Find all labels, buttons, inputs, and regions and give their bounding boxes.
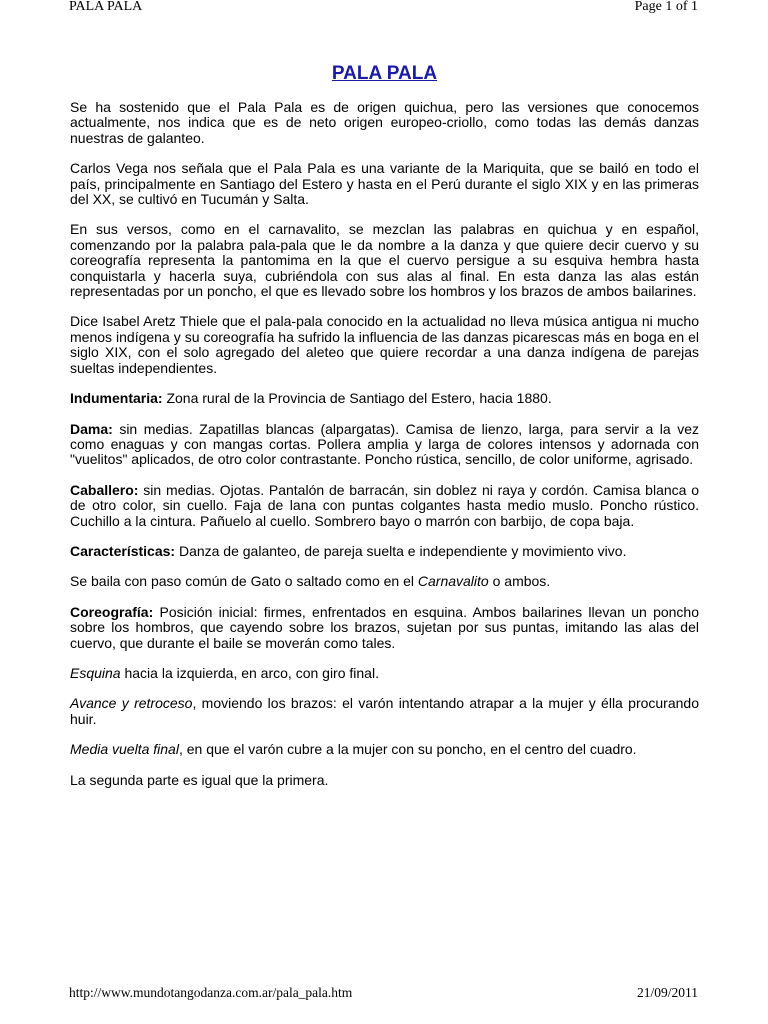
esquina-text: hacia la izquierda, en arco, con giro final. (120, 664, 379, 681)
title-link[interactable]: PALA PALA (331, 63, 438, 84)
document-title (70, 60, 699, 88)
paragraph-coreografia (70, 605, 699, 651)
paragraph-segunda-parte: La segunda parte es igual que la primera. (70, 771, 329, 788)
document-body (70, 60, 699, 788)
paragraph-aretz: Dice Isabel Aretz Thiele que el pala-pala conocido en la actualidad no lleva música antigua ni mucho menos indígena y su coreografía ha sufrido la influencia de las danzas picarescas más en boga en el siglo XIX, con el solo agregado del aleteo que quiere recordar a una danza indígena de parejas sueltas independientes. (70, 313, 699, 376)
indumentaria-label: Indumentaria: (70, 390, 163, 407)
dama-label: Dama: (70, 420, 113, 437)
paso-text-before: Se baila con paso común de Gato o saltado como en el (70, 573, 418, 590)
paragraph-esquina (70, 666, 699, 681)
coreografia-text: Posición inicial: firmes, enfrentados en esquina. Ambos bailarines llevan un poncho sobre los hombros, que cayendo sobre los brazos, sujetan por sus puntas, imitando las alas del cuervo, que durante el baile se moverán como tales. (70, 603, 699, 651)
page-header (69, 0, 698, 20)
coreografia-label: Coreografía: (70, 603, 154, 620)
indumentaria-text: Zona rural de la Provincia de Santiago del Estero, hacia 1880. (162, 390, 552, 407)
caracteristicas-label: Características: (70, 542, 176, 559)
paragraph-carlos-vega: Carlos Vega nos señala que el Pala Pala es una variante de la Mariquita, que se bailó en todo el país, principalmente en Santiago del Estero y hasta en el Perú durante el siglo XIX y en las primeras del XX, se cultivó en Tucumán y Salta. (70, 160, 699, 208)
footer-url: http://www.mundotangodanza.com.ar/pala_pala.htm (69, 985, 353, 1000)
esquina-label: Esquina (70, 664, 121, 681)
paragraph-caballero (70, 483, 699, 529)
header-title: PALA PALA (69, 0, 143, 14)
caracteristicas-text: Danza de galanteo, de pareja suelta e independiente y movimiento vivo. (175, 542, 627, 559)
paragraph-origin: Se ha sostenido que el Pala Pala es de origen quichua, pero las versiones que conocemos actualmente, nos indica que es de neto origen europeo-criollo, como todas las demás danzas nuestras de galanteo. (70, 99, 699, 146)
paragraph-media-vuelta (70, 742, 699, 757)
media-vuelta-text: , en que el varón cubre a la mujer con su poncho, en el centro del cuadro. (178, 741, 637, 758)
caballero-text: sin medias. Ojotas. Pantalón de barracán, sin doblez ni raya y cordón. Camisa blanca o de otro color, sin cuello. Faja de lana con puntas colgantes hasta medio muslo. Poncho rústico. Cuchillo a la cintura. Pañuelo al cuello. Sombrero bayo o marrón con barbijo, de copa baja. (70, 481, 699, 529)
paragraph-versos: En sus versos, como en el carnavalito, se mezclan las palabras en quichua y en español, comenzando por la palabra pala-pala que le da nombre a la danza y que quiere decir cuervo y su coreografía representa la pantomima en la que el cuervo persigue a su esquiva hembra hasta conquistarla y hacerla suya, cubriéndola con sus alas al final. En esta danza las alas están representadas por un poncho, el que es llevado sobre los hombros y los brazos de ambos bailarines. (70, 221, 699, 300)
page-number: Page 1 of 1 (634, 0, 698, 14)
paragraph-paso (70, 574, 699, 589)
paragraph-indumentaria (70, 391, 699, 406)
page-footer (69, 986, 698, 1006)
paragraph-avance (70, 696, 699, 727)
paso-carnavalito: Carnavalito (417, 573, 489, 590)
paragraph-dama (70, 422, 699, 468)
paragraph-caracteristicas (70, 544, 699, 559)
media-vuelta-label: Media vuelta final (70, 741, 179, 758)
dama-text: sin medias. Zapatillas blancas (alpargatas). Camisa de lienzo, larga, para servir a la vez como enaguas y con mangas cortas. Pollera amplia y larga de colores intensos y adornada con "vuelitos" aplicados, de otro color contrastante. Poncho rústica, sencillo, de color uniforme, agrisado. (70, 420, 699, 468)
caballero-label: Caballero: (70, 481, 139, 498)
avance-label: Avance y retroceso (70, 695, 193, 712)
footer-date: 21/09/2011 (636, 985, 698, 1000)
avance-text: , moviendo los brazos: el varón intentando atrapar a la mujer y élla procurando huir. (70, 695, 699, 727)
paso-text-after: o ambos. (488, 573, 551, 590)
